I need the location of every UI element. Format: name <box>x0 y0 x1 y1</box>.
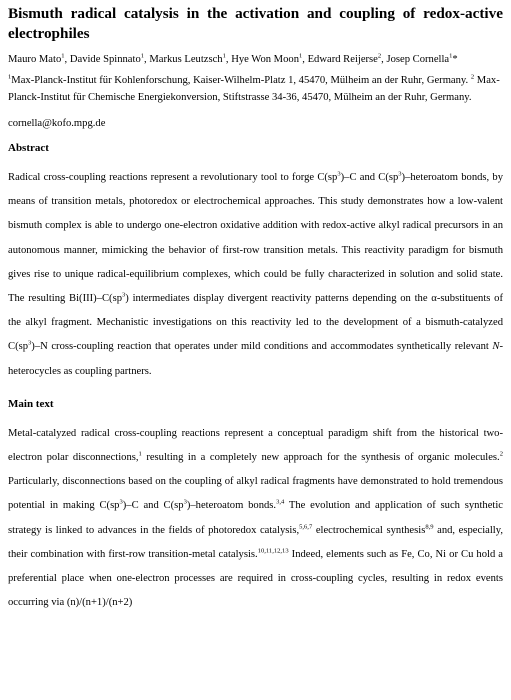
superscript: 3 <box>183 498 187 506</box>
text-run: Metal-catalyzed radical cross-coupling reactions represent a conceptual paradigm shift from the historical two-electron polar disconnections, <box>8 427 503 464</box>
affiliation-mark: 1 <box>8 73 12 81</box>
superscript: 8,9 <box>425 523 434 531</box>
superscript: 5,6,7 <box>299 523 313 531</box>
superscript: 3,4 <box>276 498 285 506</box>
corresponding-email[interactable]: cornella@kofo.mpg.de <box>8 118 106 129</box>
superscript: 1 <box>138 450 142 458</box>
author-affiliation-mark: 1 <box>61 52 65 60</box>
author-affiliation-mark: 1 <box>449 52 453 60</box>
author-name: Davide Spinnato <box>69 54 141 65</box>
text-run: -heterocycles as coupling partners. <box>8 341 503 377</box>
affiliation-mark: 2 <box>470 73 475 81</box>
text-run: )–C and C(sp <box>122 500 184 512</box>
text-run: )–C and C(sp <box>340 172 399 183</box>
author-name: Markus Leutzsch <box>149 54 223 65</box>
main-text-heading: Main text <box>8 397 54 410</box>
author-name: Edward Reijerse <box>307 54 378 65</box>
abstract-paragraph <box>8 166 503 384</box>
italic-text: N <box>492 341 500 353</box>
abstract-heading: Abstract <box>8 142 49 154</box>
text-run: electrochemical synthesis <box>312 524 426 536</box>
author-affiliation-mark: 1 <box>299 52 303 60</box>
superscript: 3 <box>337 170 341 178</box>
author-affiliation-mark: 2 <box>377 52 382 60</box>
superscript: 10,11,12,13 <box>257 547 289 555</box>
affiliation-text: Max-Planck-Institut für Kohlenforschung, Kaiser-Wilhelm-Platz 1, 45470, Mülheim an der Ruhr, Germany. <box>11 75 471 86</box>
superscript: 3 <box>122 291 126 299</box>
affiliations <box>8 72 503 106</box>
text-run: Indeed, elements such as Fe, Co, Ni or Cu hold a preferential place when one-electron processes are required in cross-coupling cycles, resulting in redox events occurring via (n)/(n+1)/(n+2) <box>8 548 504 609</box>
superscript: 3 <box>398 170 402 178</box>
text-run: )–N cross-coupling reaction that operates under mild conditions and accommodates synthetically relevant <box>31 341 493 353</box>
main-text-paragraph <box>8 422 503 616</box>
author-name: Josep Cornella <box>386 54 450 65</box>
affiliation-text: Max-Planck-Institut für Chemische Energiekonversion, Stiftstrasse 34-36, 45470, Mülheim an der Ruhr, Germany. <box>8 75 500 103</box>
paper-title: Bismuth radical catalysis in the activation and coupling of redox-active electrophiles <box>8 5 503 42</box>
superscript: 3 <box>119 498 123 506</box>
text-run: Radical cross-coupling reactions represent a revolutionary tool to forge C(sp <box>8 172 338 183</box>
author-name: Mauro Mato <box>8 54 62 65</box>
author-name: Hye Won Moon <box>231 54 299 65</box>
superscript: 3 <box>28 339 32 347</box>
text-run: resulting in a completely new approach for the synthesis of organic molecules. <box>141 452 500 464</box>
text-run: )–heteroatom bonds, by means of transition metals, photoredox or electrochemical approaches. This study demonstrates how a low-valent bismuth complex is able to undergo one-electron oxidative addition with redox-active alkyl radical precursors in an autonomous manner, mimicking the behavior of first-row transition metals. This reactivity paradigm for bismuth gives rise to unique radical-equilibrium complexes, which could be fully characterized in solution and solid state. The resulting Bi(III)–C(sp <box>8 172 503 305</box>
text-run: and, especially, their combination with first-row transition-metal catalysis. <box>8 524 503 560</box>
author-affiliation-mark: 1 <box>140 52 145 60</box>
text-run: )–heteroatom bonds. <box>186 500 277 512</box>
text-run: The evolution and application of such synthetic strategy is linked to advances in the fields of photoredox catalysis, <box>8 500 503 536</box>
superscript: 2 <box>499 450 503 458</box>
author-affiliation-mark: 1 <box>222 52 226 60</box>
text-run: Particularly, disconnections based on the coupling of alkyl radical fragments have demonstrated to hold tremendous potential in making C(sp <box>8 476 503 512</box>
text-run: ) intermediates display divergent reactivity patterns depending on the α-substituents of the alkyl fragment. Mechanistic investigations on this reactivity led to the development of a bismuth-catalyzed C(sp <box>8 293 503 353</box>
author-list: Mauro Mato$^1$, Davide Spinnato$^1$, Markus Leutzsch$^1$, Hye Won Moon$^1$, Edward Reijerse$^2$, Josep Cornella$^1$* <box>8 52 458 65</box>
